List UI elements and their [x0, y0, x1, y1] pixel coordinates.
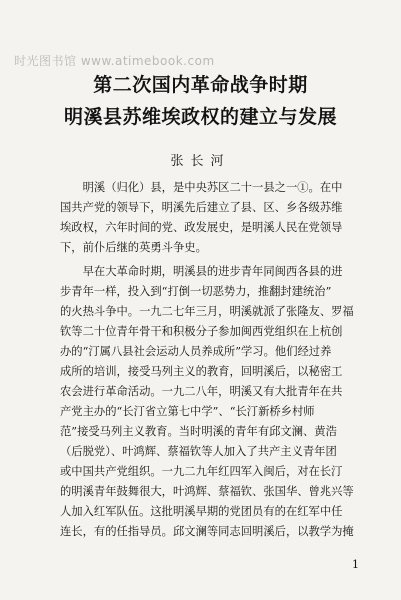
body-line: 钦等二十位青年骨干和积极分子参加闽西党组织在上杭创 [60, 325, 343, 338]
body-line: 人加入红军队伍。这批明溪早期的党团员有的在红军中任 [60, 505, 343, 518]
body-line: 办的“汀属八县社会运动人员养成所”学习。他们经过养 [60, 345, 332, 358]
body-line: 的火热斗争中。一九二七年三月，明溪就派了张隆友、罗福 [60, 305, 354, 318]
body-line: 产党主办的“长汀省立第七中学”、“长汀新桥乡村师 [60, 405, 315, 418]
page-number: 1 [352, 558, 359, 571]
body-line: 范”接受马列主义教育。当时明溪的青年有邱文澜、黄浩 [60, 425, 337, 438]
author-name: 张长河 [170, 154, 231, 169]
body-line: 农会进行革命活动。一九二八年，明溪又有大批青年在共 [60, 385, 343, 398]
title-line-1: 第二次国内革命战争时期 [93, 74, 308, 96]
body-line: 步青年一样，投入到“打倒一切恶势力，推翻封建统治” [60, 285, 332, 298]
body-line: 成所的培训，接受马列主义的教育，回明溪后，以秘密工 [60, 365, 343, 378]
body-line: 国共产党的领导下，明溪先后建立了县、区、乡各级苏维 [60, 201, 343, 214]
body-line: 连长，有的任指导员。邱文澜等同志回明溪后，以教学为掩 [60, 525, 354, 538]
body-line: （后脱党）、叶鸿辉、蔡福钦等人加入了共产主义青年团 [60, 445, 337, 458]
body-line: 下，前仆后继的英勇斗争史。 [60, 241, 207, 254]
body-line: 的明溪青年鼓舞很大，叶鸿辉、蔡福钦、张国华、曾兆兴等 [60, 485, 354, 498]
body-line: 明溪（归化）县，是中央苏区二十一县之一①。在中 [60, 181, 343, 194]
body-line: 早在大革命时期，明溪县的进步青年同闽西各县的进 [60, 265, 343, 278]
body-line: 或中国共产党组织。一九二九年红四军入闽后，对在长汀 [60, 465, 343, 478]
watermark-text: 时光图书馆 www.atimebook.com [14, 54, 215, 68]
body-line: 埃政权，六年时间的党、政发展史，是明溪人民在党领导 [60, 221, 343, 234]
title-line-2: 明溪县苏维埃政权的建立与发展 [63, 106, 337, 128]
